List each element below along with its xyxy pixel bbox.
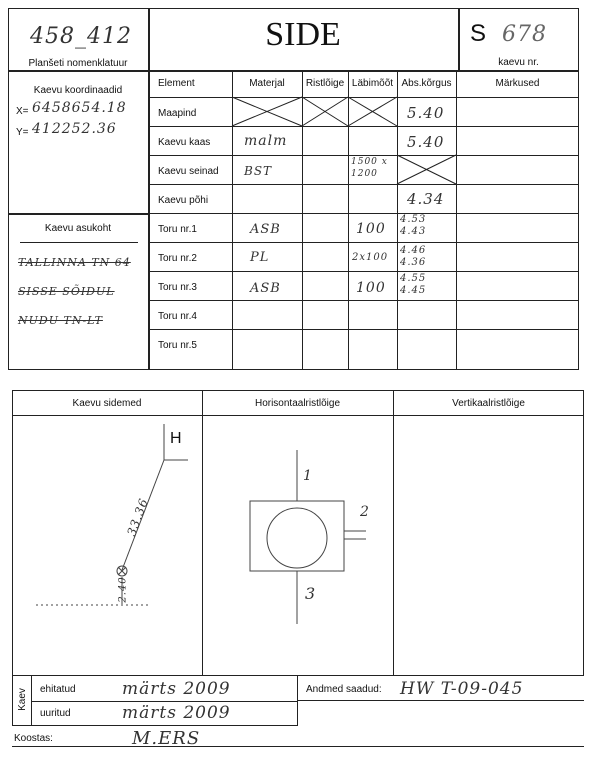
- x-label: X=: [16, 106, 29, 117]
- location-line-1: TALLINNA TN 64: [18, 256, 131, 269]
- row-element-9: Toru nr.5: [158, 340, 197, 351]
- distance-small: 2.40: [117, 576, 129, 603]
- toru3-diameter: 100: [356, 280, 386, 296]
- well-prefix: S: [470, 20, 487, 47]
- toru2-material: PL: [250, 250, 270, 265]
- seinad-material: BST: [244, 164, 273, 178]
- row-element-5: Toru nr.1: [158, 224, 197, 235]
- row-element-7: Toru nr.3: [158, 282, 197, 293]
- page-title: SIDE: [265, 16, 341, 53]
- nomenclature-label: Planšeti nomenklatuur: [28, 58, 128, 69]
- kaev-side-label: Kaev: [16, 688, 28, 711]
- location-label: Kaevu asukoht: [44, 223, 112, 234]
- y-label: Y=: [16, 127, 29, 138]
- toru1-diameter: 100: [356, 221, 386, 237]
- y-value: 412252.36: [32, 121, 117, 137]
- row-element-8: Toru nr.4: [158, 311, 197, 322]
- col-section: Ristlõige: [305, 78, 345, 89]
- col-element: Element: [158, 78, 195, 89]
- surveyed-label: uuritud: [40, 708, 71, 719]
- toru1-abs: 4.53 4.43: [400, 214, 427, 237]
- vertical-section-label: Vertikaalristlõige: [452, 398, 525, 409]
- horizontal-section-label: Horisontaalristlõige: [254, 398, 341, 409]
- divider: [31, 701, 298, 702]
- seinad-diameter: 1500 x 1200: [351, 157, 388, 179]
- pipe-2-label: 2: [360, 504, 370, 520]
- pipe-1-label: 1: [303, 468, 313, 484]
- row-element-3: Kaevu seinad: [158, 166, 219, 177]
- col-abs: Abs.kõrgus: [401, 78, 452, 89]
- toru3-material: ASB: [250, 281, 281, 296]
- divider: [298, 700, 584, 701]
- built-value: märts 2009: [122, 679, 231, 699]
- building-mark: H: [170, 430, 182, 447]
- toru2-diameter: 2x100: [352, 252, 389, 263]
- divider: [12, 746, 584, 747]
- nomenclature-value: 458_412: [30, 24, 132, 49]
- author-value: M.ERS: [132, 728, 201, 749]
- toru2-abs: 4.46 4.36: [400, 245, 427, 268]
- kaas-material: malm: [244, 133, 288, 149]
- built-label: ehitatud: [40, 684, 76, 695]
- row-element-4: Kaevu põhi: [158, 195, 209, 206]
- pipe-3-label: 3: [305, 584, 317, 603]
- row-element-2: Kaevu kaas: [158, 137, 211, 148]
- maapind-abs: 5.40: [407, 104, 445, 122]
- location-line-2: SISSE SÕIDUL: [18, 285, 115, 298]
- col-material: Materjal: [249, 78, 285, 89]
- coordinates-label: Kaevu koordinaadid: [33, 85, 123, 96]
- well-number: 678: [502, 22, 547, 47]
- surveyed-value: märts 2009: [122, 703, 231, 723]
- distance-main: 33.36: [124, 496, 151, 538]
- well-label: kaevu nr.: [498, 57, 539, 68]
- col-notes: Märkused: [495, 78, 540, 89]
- connections-label: Kaevu sidemed: [72, 398, 142, 409]
- data-source-label: Andmed saadud:: [306, 684, 382, 695]
- pohi-abs: 4.34: [407, 190, 445, 208]
- toru1-material: ASB: [250, 222, 281, 237]
- col-diameter: Läbimõõt: [351, 78, 394, 89]
- data-source-value: HW T-09-045: [400, 679, 524, 699]
- toru3-abs: 4.55 4.45: [400, 273, 427, 296]
- author-label: Koostas:: [14, 733, 53, 744]
- location-line-3: NUDU TN-LT: [18, 314, 103, 327]
- row-element-1: Maapind: [158, 108, 197, 119]
- row-element-6: Toru nr.2: [158, 253, 197, 264]
- x-value: 6458654.18: [32, 100, 127, 116]
- kaas-abs: 5.40: [407, 133, 445, 151]
